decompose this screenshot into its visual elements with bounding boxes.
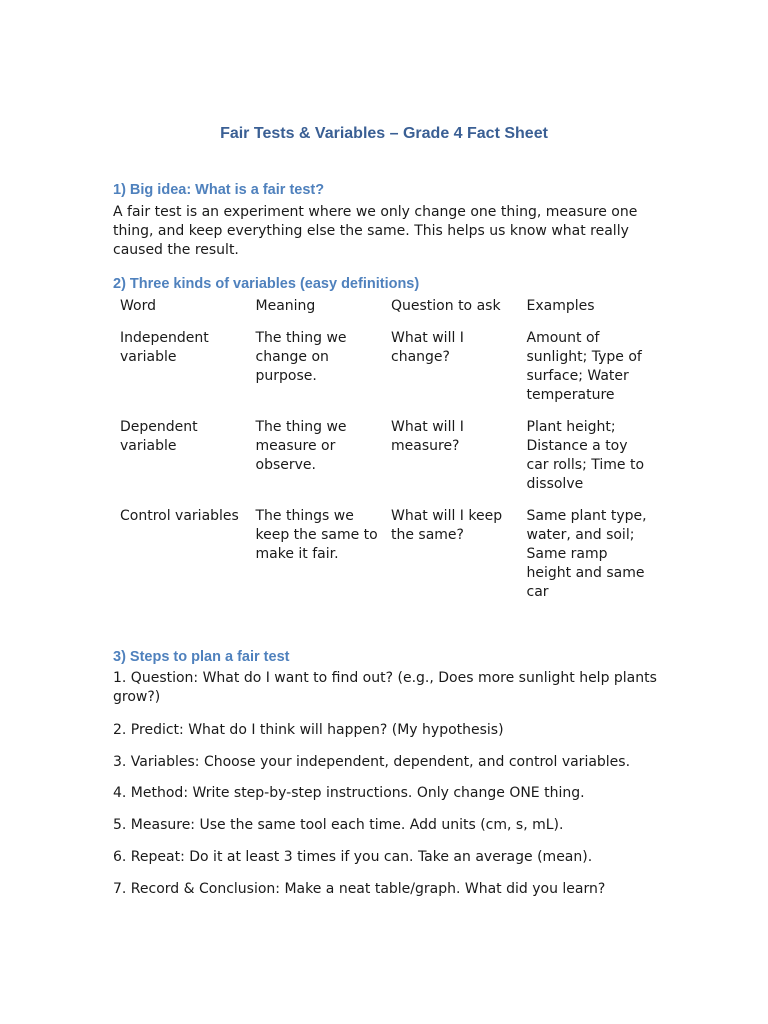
table-row bbox=[113, 507, 655, 615]
table-cell-question: What will I keep the same? bbox=[391, 508, 503, 543]
step-7: 7. Record & Conclusion: Make a neat table/graph. What did you learn? bbox=[113, 881, 606, 897]
table-row bbox=[113, 329, 655, 418]
step-4: 4. Method: Write step-by-step instructions. Only change ONE thing. bbox=[113, 785, 585, 801]
table-cell-examples: Plant height; Distance a toy car rolls; Time to dissolve bbox=[526, 419, 645, 492]
table-cell-examples: Amount of sunlight; Type of surface; Water temperature bbox=[526, 330, 642, 403]
column-header-word: Word bbox=[120, 298, 156, 314]
document-title: Fair Tests & Variables – Grade 4 Fact Sheet bbox=[220, 125, 548, 142]
section-2-heading: 2) Three kinds of variables (easy definitions) bbox=[113, 276, 420, 292]
step-2: 2. Predict: What do I think will happen? (My hypothesis) bbox=[113, 722, 504, 738]
table-row bbox=[113, 418, 655, 507]
table-cell-meaning: The thing we measure or observe. bbox=[255, 419, 347, 473]
step-6: 6. Repeat: Do it at least 3 times if you can. Take an average (mean). bbox=[113, 849, 593, 865]
variables-table bbox=[113, 296, 655, 615]
table-cell-word: Dependent variable bbox=[120, 419, 198, 454]
table-cell-meaning: The things we keep the same to make it fair. bbox=[255, 508, 378, 562]
table-cell-word: Independent variable bbox=[120, 330, 209, 365]
section-1-heading: 1) Big idea: What is a fair test? bbox=[113, 182, 325, 198]
step-5: 5. Measure: Use the same tool each time. Add units (cm, s, mL). bbox=[113, 817, 564, 833]
table-cell-examples: Same plant type, water, and soil; Same ramp height and same car bbox=[526, 508, 647, 600]
step-1: 1. Question: What do I want to find out? (e.g., Does more sunlight help plants grow?) bbox=[113, 670, 657, 705]
step-3: 3. Variables: Choose your independent, dependent, and control variables. bbox=[113, 754, 631, 770]
column-header-question: Question to ask bbox=[391, 298, 501, 314]
table-cell-meaning: The thing we change on purpose. bbox=[255, 330, 347, 384]
column-header-meaning: Meaning bbox=[255, 298, 316, 314]
table-cell-question: What will I change? bbox=[391, 330, 464, 365]
table-header-row bbox=[113, 296, 655, 329]
table-cell-question: What will I measure? bbox=[391, 419, 464, 454]
column-header-examples: Examples bbox=[526, 298, 595, 314]
table-cell-word: Control variables bbox=[120, 508, 239, 524]
section-3-heading: 3) Steps to plan a fair test bbox=[113, 649, 290, 665]
section-1-body: A fair test is an experiment where we only change one thing, measure one thing, and keep everything else the same. This helps us know what really caused the result. bbox=[113, 204, 638, 258]
